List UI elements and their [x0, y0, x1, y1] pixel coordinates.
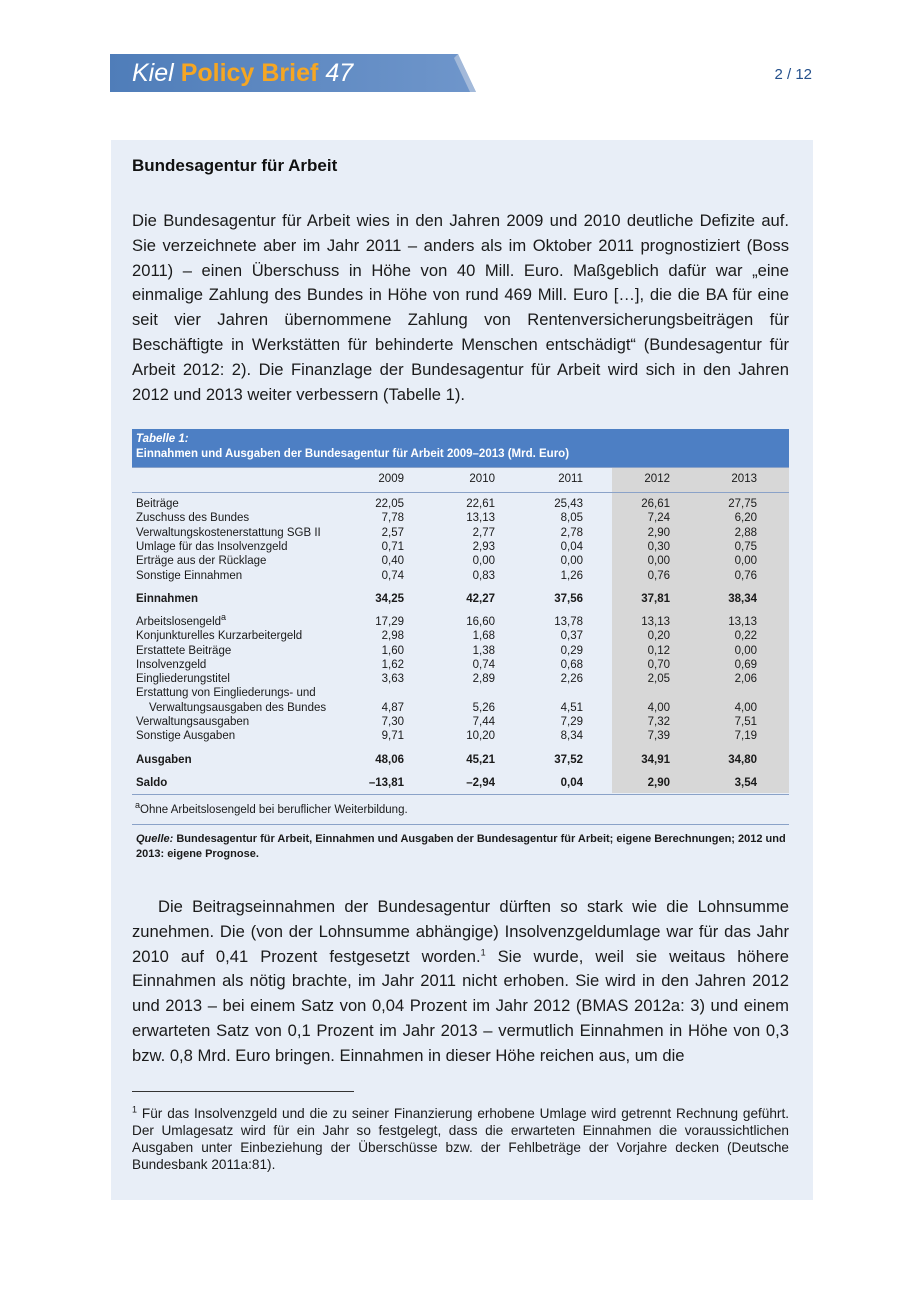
- table-row: [136, 686, 789, 700]
- row-label: [136, 776, 167, 790]
- year-header: 2013: [731, 473, 757, 485]
- cell-2013: 0,22: [734, 630, 757, 642]
- cell-2012: 37,81: [641, 593, 670, 605]
- cell-2013: 13,13: [728, 616, 757, 628]
- row-label: [136, 540, 288, 554]
- footnote-number: 1: [132, 1104, 138, 1115]
- row-label: [136, 511, 249, 525]
- cell-2009: 7,30: [381, 715, 404, 728]
- cell-2010: 0,83: [472, 569, 495, 582]
- year-header: 2009: [378, 473, 404, 485]
- row-label: [136, 753, 192, 767]
- table-header: [132, 429, 789, 467]
- paragraph-2: [132, 895, 789, 1069]
- cell-2009: 1,60: [381, 644, 404, 657]
- cell-2011: 0,68: [560, 659, 583, 671]
- row-label: [136, 554, 266, 568]
- cell-2011: 2,26: [560, 673, 583, 685]
- table-source: [136, 832, 786, 862]
- cell-2010: 5,26: [472, 701, 495, 714]
- cell-2011: 25,43: [554, 498, 583, 510]
- table-footnote-sup: a: [135, 800, 141, 811]
- table-row: [136, 554, 789, 568]
- cell-2012: 0,20: [647, 630, 670, 642]
- table-row: [136, 511, 789, 525]
- row-label: [136, 715, 249, 729]
- cell-2009: 2,98: [381, 630, 404, 642]
- cell-2010: 13,13: [466, 512, 495, 524]
- row-label: [136, 629, 302, 643]
- cell-2010: 0,74: [472, 659, 495, 671]
- cell-2009: 1,62: [381, 659, 404, 671]
- cell-2013: 7,19: [734, 730, 757, 742]
- row-label-text: Zuschuss des Bundes: [136, 512, 250, 524]
- cell-2012: 7,24: [647, 512, 670, 524]
- table-rule-years: [132, 492, 789, 493]
- row-label-text: Erstattete Beiträge: [136, 644, 232, 657]
- cell-2010: 0,00: [472, 555, 495, 567]
- row-label: [136, 592, 198, 606]
- cell-2010: 1,68: [472, 630, 495, 642]
- cell-2012: 13,13: [641, 616, 670, 628]
- cell-2011: 8,05: [560, 512, 583, 524]
- row-label-text: Verwaltungsausgaben des Bundes: [149, 701, 327, 714]
- row-label-text: Einnahmen: [136, 593, 198, 605]
- table-row: [136, 715, 789, 729]
- cell-2010: 2,93: [472, 541, 495, 553]
- cell-2013: 0,00: [734, 644, 757, 657]
- table-footnote: [135, 800, 408, 816]
- cell-2009: 22,05: [375, 498, 404, 510]
- footnote-text: Für das Insolvenzgeld und die zu seiner Finanzierung erhobene Umlage wird getrennt Rechnung geführt. Der Umlagesatz wird für ein Jahr so festgelegt, dass die erwarteten Einnahmen die voraussichtlichen Ausgaben unter Einbeziehung der Überschüsse bzw. der Fehlbeträge der Vorjahre decken (Deutsche Bundesbank 2011a:81).: [132, 1106, 789, 1172]
- cell-2013: 27,75: [728, 498, 757, 510]
- row-label: [136, 612, 227, 629]
- row-label-text: Erträge aus der Rücklage: [136, 555, 267, 567]
- cell-2010: 22,61: [466, 498, 495, 510]
- cell-2013: 2,06: [734, 673, 757, 685]
- cell-2012: 0,00: [647, 555, 670, 567]
- cell-2012: 4,00: [647, 701, 670, 714]
- cell-2011: 0,29: [560, 644, 583, 657]
- table-row: [136, 592, 789, 606]
- table-row: [136, 672, 789, 686]
- cell-2012: 2,90: [647, 777, 670, 789]
- cell-2009: 3,63: [381, 673, 404, 685]
- source-label: Quelle:: [136, 833, 174, 845]
- row-label-sup: a: [221, 612, 227, 623]
- table-row: [136, 497, 789, 511]
- banner-title: [132, 57, 360, 89]
- cell-2012: 7,32: [647, 715, 670, 728]
- table-row: [136, 540, 789, 554]
- row-label-text: Saldo: [136, 777, 168, 789]
- cell-2012: 0,12: [647, 644, 670, 657]
- row-label: [136, 644, 231, 658]
- table-rule-bottom: [132, 794, 789, 795]
- table-row: [136, 753, 789, 767]
- cell-2011: 13,78: [554, 616, 583, 628]
- cell-2009: 0,71: [381, 541, 404, 553]
- table-row: [136, 569, 789, 583]
- row-label-text: Erstattung von Eingliederungs- und: [136, 687, 316, 699]
- cell-2011: 0,37: [560, 630, 583, 642]
- row-label: [136, 672, 230, 686]
- table-footnote-text: Ohne Arbeitslosengeld bei beruflicher Weiterbildung.: [140, 804, 408, 816]
- cell-2013: 38,34: [728, 593, 757, 605]
- row-label-text: Umlage für das Insolvenzgeld: [136, 541, 288, 553]
- cell-2013: 7,51: [734, 715, 757, 728]
- table-row: [136, 701, 789, 715]
- row-label: [136, 569, 242, 583]
- row-label-text: Verwaltungsausgaben: [136, 715, 250, 728]
- row-label-text: Verwaltungskostenerstattung SGB II: [136, 526, 321, 539]
- table-row: [136, 658, 789, 672]
- year-header: 2011: [558, 473, 583, 485]
- table-rule-source: [132, 824, 789, 825]
- year-header: 2010: [469, 473, 495, 485]
- banner-kiel: Kiel: [132, 59, 174, 87]
- cell-2012: 2,90: [647, 526, 670, 539]
- row-label-text: Konjunkturelles Kurzarbeitergeld: [136, 630, 303, 642]
- banner-brief: Brief: [261, 59, 319, 87]
- cell-2011: 8,34: [560, 730, 583, 742]
- cell-2011: 37,56: [554, 593, 583, 605]
- cell-2009: 4,87: [381, 701, 404, 714]
- cell-2012: 2,05: [647, 673, 670, 685]
- paragraph-1: Die Bundesagentur für Arbeit wies in den Jahren 2009 und 2010 deutliche Defizite auf. Sie verzeichnete aber im Jahr 2011 – anders als im Oktober 2011 prognostiziert (Boss 2011) – einen Überschuss in Höhe von 40 Mill. Euro. Maßgeblich dafür war „eine einmalige Zahlung des Bundes in Höhe von rund 469 Mill. Euro […], die die BA für eine seit vier Jahren übernommene Zahlung von Rentenversicherungsbeiträgen für Beschäftigte in Werkstätten für behinderte Menschen entschädigt“ (Bundesagentur für Arbeit 2012: 2). Die Finanzlage der Bundesagentur für Arbeit wird sich in den Jahren 2012 und 2013 weiter verbessern (Tabelle 1).: [132, 211, 789, 404]
- cell-2010: 2,89: [472, 673, 495, 685]
- section-title: Bundesagentur für Arbeit: [132, 156, 338, 175]
- cell-2013: 0,00: [734, 555, 757, 567]
- cell-2010: 16,60: [466, 616, 495, 628]
- cell-2009: 48,06: [375, 753, 404, 766]
- cell-2010: 1,38: [472, 644, 495, 657]
- cell-2010: 7,44: [472, 715, 495, 728]
- row-label-text: Insolvenzgeld: [136, 659, 207, 671]
- row-label-text: Sonstige Einnahmen: [136, 569, 243, 582]
- cell-2013: 34,80: [728, 753, 757, 766]
- row-label-text: Ausgaben: [136, 753, 192, 766]
- cell-2012: 34,91: [641, 753, 670, 766]
- cell-2011: 4,51: [560, 701, 583, 714]
- cell-2010: –2,94: [466, 777, 495, 789]
- paragraph-2-part-b: Sie wurde, weil sie weitaus höhere Einnahmen als nötig brachte, im Jahr 2011 nicht erhoben. Sie wird in den Jahren 2012 und 2013 – bei einem Satz von 0,04 Prozent im Jahr 2012 (BMAS 2012a: 3) und einem erwarteten Satz von 0,1 Prozent im Jahr 2013 – vermutlich Einnahmen in Höhe von 0,3 bzw. 0,8 Mrd. Euro bringen. Einnahmen in dieser Höhe reichen aus, um die: [132, 946, 789, 1065]
- cell-2013: 0,75: [734, 541, 757, 553]
- row-label-text: Arbeitslosengeld: [136, 616, 222, 628]
- cell-2011: 0,04: [560, 777, 583, 789]
- cell-2011: 1,26: [560, 569, 583, 582]
- cell-2009: 7,78: [381, 512, 404, 524]
- table-row: [136, 776, 789, 790]
- row-label-text: Sonstige Ausgaben: [136, 730, 236, 742]
- cell-2009: 0,74: [381, 569, 404, 582]
- cell-2011: 2,78: [560, 526, 583, 539]
- paragraph-2-part-a: Die Beitragseinnahmen der Bundesagentur dürften so stark wie die Lohnsumme zunehmen. Die (von der Lohnsumme abhängige) Insolvenzgeldumlage war für das Jahr 2010 auf 0,41 Prozent festgesetzt worden.: [132, 897, 789, 966]
- cell-2009: 9,71: [381, 730, 404, 742]
- cell-2011: 37,52: [554, 753, 583, 766]
- page-number: 2 / 12: [774, 66, 812, 83]
- table-row: [136, 644, 789, 658]
- cell-2009: 0,40: [381, 555, 404, 567]
- footnote-rule: [132, 1091, 354, 1092]
- source-text: Bundesagentur für Arbeit, Einnahmen und Ausgaben der Bundesagentur für Arbeit; eigene Berechnungen; 2012 und 2013: eigene Prognose.: [136, 833, 786, 860]
- cell-2009: 2,57: [381, 526, 404, 539]
- cell-2013: 0,69: [734, 659, 757, 671]
- cell-2013: 6,20: [734, 512, 757, 524]
- row-label: [136, 497, 179, 511]
- table-row: [136, 629, 789, 643]
- cell-2012: 0,30: [647, 541, 670, 553]
- table-label: Tabelle 1:: [136, 433, 189, 445]
- cell-2010: 45,21: [466, 753, 495, 766]
- header-banner: [110, 54, 476, 92]
- footnote: [132, 1105, 789, 1173]
- row-label-text: Beiträge: [136, 498, 179, 510]
- row-label: [136, 526, 321, 540]
- table-title: Einnahmen und Ausgaben der Bundesagentur für Arbeit 2009–2013 (Mrd. Euro): [136, 448, 570, 460]
- row-label-text: Eingliederungstitel: [136, 673, 230, 685]
- cell-2009: 34,25: [375, 593, 404, 605]
- banner-policy: Policy: [180, 59, 255, 87]
- cell-2013: 2,88: [734, 526, 757, 539]
- cell-2013: 0,76: [734, 569, 757, 582]
- cell-2011: 7,29: [560, 715, 583, 728]
- cell-2009: 17,29: [375, 616, 404, 628]
- cell-2012: 26,61: [641, 498, 670, 510]
- cell-2013: 4,00: [734, 701, 757, 714]
- cell-2010: 42,27: [466, 593, 495, 605]
- table-row: [136, 526, 789, 540]
- table-row: [136, 729, 789, 743]
- cell-2012: 0,76: [647, 569, 670, 582]
- row-label: [149, 701, 326, 715]
- row-label: [136, 686, 316, 700]
- cell-2010: 10,20: [466, 730, 495, 742]
- cell-2012: 0,70: [647, 659, 670, 671]
- cell-2011: 0,04: [560, 541, 583, 553]
- cell-2009: –13,81: [368, 777, 404, 789]
- cell-2013: 3,54: [734, 777, 757, 789]
- cell-2010: 2,77: [472, 526, 495, 539]
- row-label: [136, 658, 206, 672]
- cell-2011: 0,00: [560, 555, 583, 567]
- table-rule-top: [132, 467, 789, 468]
- cell-2012: 7,39: [647, 730, 670, 742]
- banner-number: 47: [325, 59, 354, 87]
- table-row: [136, 612, 789, 629]
- footnote-ref[interactable]: 1: [480, 947, 486, 958]
- row-label: [136, 729, 235, 743]
- year-header: 2012: [644, 473, 670, 485]
